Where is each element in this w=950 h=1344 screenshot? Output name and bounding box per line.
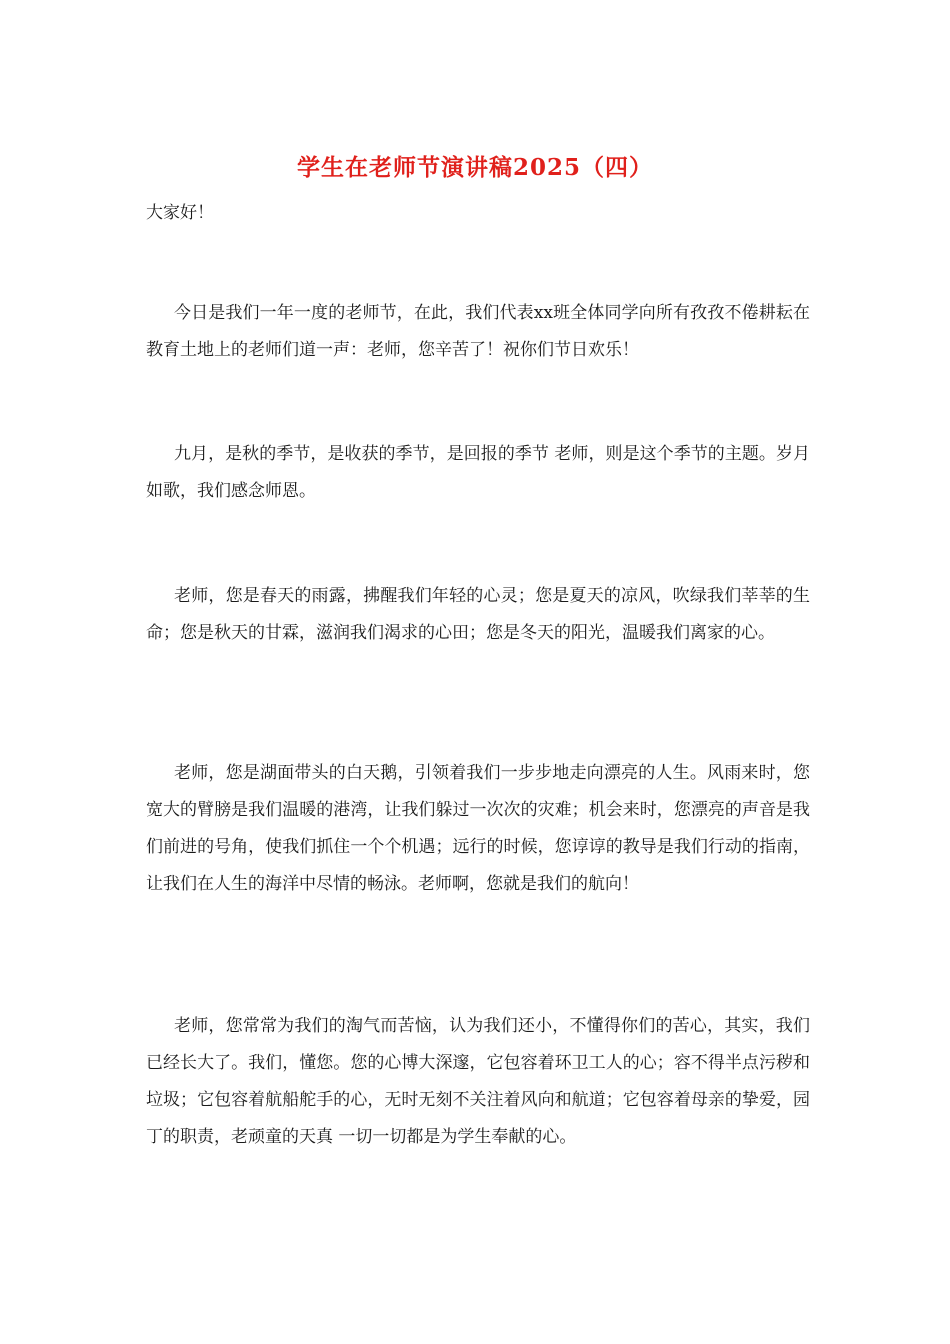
paragraph-1: 今日是我们一年一度的老师节，在此，我们代表xx班全体同学向所有孜孜不倦耕耘在教育土地上的老师们道一声：老师，您辛苦了！祝你们节日欢乐！: [146, 303, 810, 360]
paragraph-3: 老师，您是春天的雨露，拂醒我们年轻的心灵；您是夏天的凉风，吹绿我们莘莘的生命；您是秋天的甘霖，滋润我们渴求的心田；您是冬天的阳光，温暖我们离家的心。: [146, 586, 810, 643]
paragraph-2: 九月，是秋的季节，是收获的季节，是回报的季节 老师，则是这个季节的主题。岁月如歌，我们感念师恩。: [146, 444, 810, 501]
page-title: 学生在老师节演讲稿2025（四）: [296, 154, 653, 181]
paragraph-5: 老师，您常常为我们的淘气而苦恼，认为我们还小，不懂得你们的苦心，其实，我们已经长大了。我们，懂您。您的心博大深邃，它包容着环卫工人的心；容不得半点污秽和垃圾；它包容着航船舵手的心，无时无刻不关注着风向和航道；它包容着母亲的挚爱，园丁的职责，老顽童的天真 一切一切都是为学生奉献的心。: [146, 1016, 810, 1147]
greeting-text: 大家好！: [146, 203, 214, 223]
paragraph-4: 老师，您是湖面带头的白天鹅，引领着我们一步步地走向漂亮的人生。风雨来时，您宽大的臂膀是我们温暖的港湾，让我们躲过一次次的灾难；机会来时，您漂亮的声音是我们前进的号角，使我们抓住一个个机遇；远行的时候，您谆谆的教导是我们行动的指南，让我们在人生的海洋中尽情的畅泳。老师啊，您就是我们的航向！: [146, 763, 810, 894]
